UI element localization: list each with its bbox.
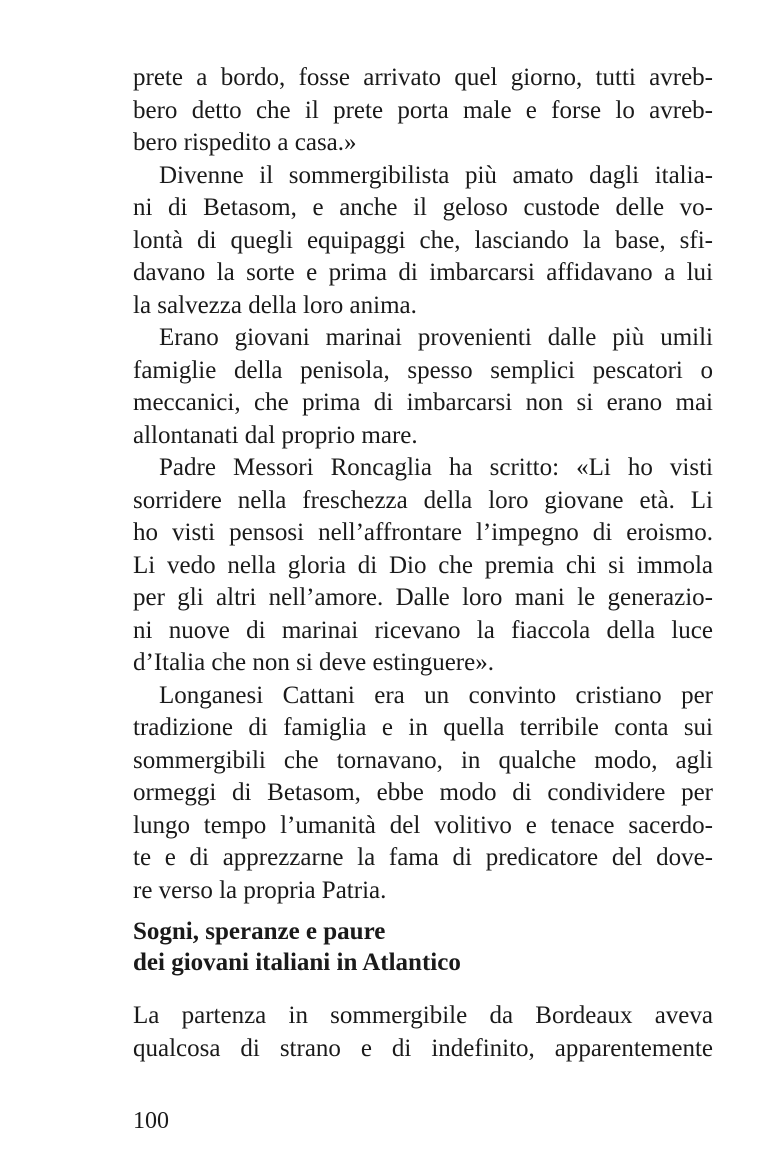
page-number: 100: [133, 1108, 169, 1134]
text-line: Padre Messori Roncaglia ha scritto: «Li ho visti: [159, 454, 713, 481]
text-line: Li vedo nella gloria di Dio che premia chi si immola: [133, 551, 713, 579]
text-line: famiglie della penisola, spesso semplici pescatori o: [133, 356, 713, 384]
text-line: ni nuove di marinai ricevano la fiaccola della luce: [133, 616, 713, 644]
text-line: La partenza in sommergibile da Bordeaux aveva: [133, 1002, 713, 1029]
text-line: ho visti pensosi nell’affrontare l’impegno di eroismo.: [133, 519, 713, 546]
text-line: meccanici, che prima di imbarcarsi non si erano mai: [133, 389, 713, 416]
text-line: allontanati dal proprio mare.: [133, 421, 418, 449]
text-line: bero rispedito a casa.»: [133, 129, 357, 156]
text-line: ni di Betasom, e anche il geloso custode delle vo-: [133, 194, 713, 221]
text-line: Divenne il sommergibilista più amato dagli italia-: [159, 161, 713, 189]
text-line: qualcosa di strano e di indefinito, apparentemente: [133, 1034, 713, 1062]
text-line: lungo tempo l’umanità del volitivo e tenace sacerdo-: [133, 811, 713, 839]
text-line: Longanesi Cattani era un convinto cristiano per: [159, 681, 713, 709]
text-line: per gli altri nell’amore. Dalle loro mani le generazio-: [133, 584, 713, 611]
heading-line: Sogni, speranze e paure: [133, 918, 386, 945]
text-line: lontà di quegli equipaggi che, lasciando la base, sfi-: [133, 226, 713, 254]
text-line: davano la sorte e prima di imbarcarsi affidavano a lui: [133, 259, 713, 286]
text-line: prete a bordo, fosse arrivato quel giorno, tutti avreb-: [133, 64, 713, 91]
text-line: d’Italia che non si deve estinguere».: [133, 649, 494, 676]
text-line: ormeggi di Betasom, ebbe modo di condividere per: [133, 779, 713, 806]
text-line: re verso la propria Patria.: [133, 876, 387, 904]
section-heading: [133, 916, 713, 978]
text-line: la salvezza della loro anima.: [133, 291, 417, 319]
text-line: sorridere nella freschezza della loro giovane età. Li: [133, 486, 713, 514]
section-body-text: [133, 1000, 713, 1065]
text-line: tradizione di famiglia e in quella terribile conta sui: [133, 714, 713, 741]
text-line: bero detto che il prete porta male e forse lo avreb-: [133, 96, 713, 124]
heading-line: dei giovani italiani in Atlantico: [133, 949, 461, 976]
text-line: te e di apprezzarne la fama di predicatore del dove-: [133, 844, 713, 871]
body-text: [133, 62, 713, 907]
text-line: Erano giovani marinai provenienti dalle più umili: [159, 324, 713, 351]
text-line: sommergibili che tornavano, in qualche modo, agli: [133, 746, 713, 774]
